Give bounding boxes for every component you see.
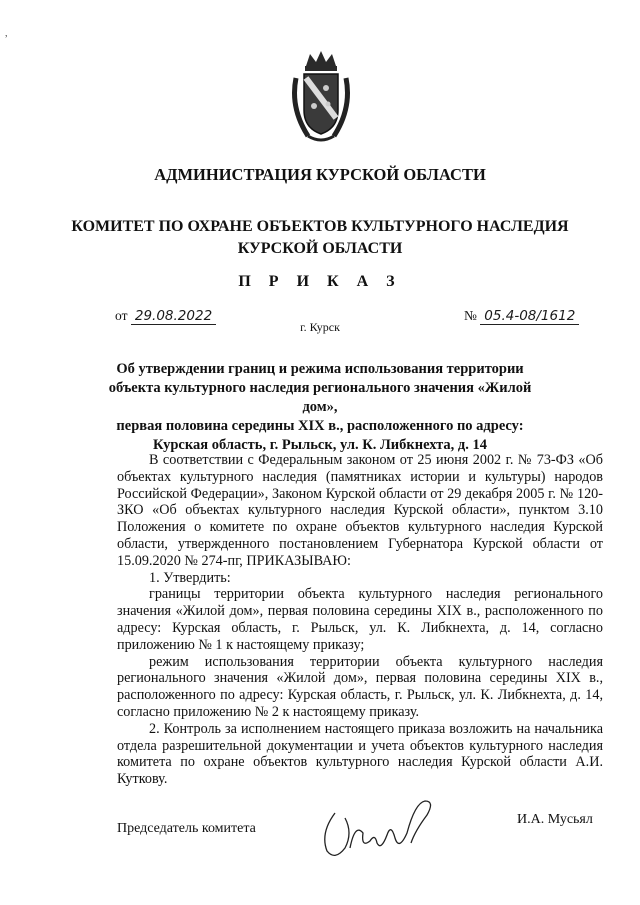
body-paragraph-preamble: В соответствии с Федеральным законом от 25 июня 2002 г. № 73-ФЗ «Об объектах культурного наследия (памятниках истории и культуры) народов Российской Федерации», Законом Курской области от 29 декабря 2005 г. № 120-ЗКО «Об объектах культурного наследия Курской области», пунктом 3.10 Положения о комитете по охране объектов культурного наследия Курской области, утвержденного постановлением Губернатора Курской области от 15.09.2020 № 274-пг, ПРИКАЗЫВАЮ: [117, 452, 603, 569]
signatory-name: И.А. Мусьял [517, 812, 593, 827]
order-body [117, 452, 603, 788]
subject-line: первая половина середины XIX в., расположенного по адресу: [116, 418, 524, 434]
date-prefix: от [115, 308, 128, 323]
kursk-coat-of-arms-icon [288, 48, 354, 148]
order-subject [95, 360, 545, 455]
committee-title-line2: КУРСКОЙ ОБЛАСТИ [237, 240, 403, 257]
administration-title: АДМИНИСТРАЦИЯ КУРСКОЙ ОБЛАСТИ [154, 165, 486, 184]
body-paragraph-item-2: 2. Контроль за исполнением настоящего приказа возложить на начальника отдела разрешительной документации и учета объектов культурного наследия комитета по охране объектов культурного наследия Курской области А.И. Куткову. [117, 720, 603, 788]
number-value: 05.4-08/1612 [480, 308, 579, 325]
scan-mark: , [5, 28, 8, 39]
subject-line: объекта культурного наследия регионального значения «Жилой дом», [108, 380, 532, 415]
handwritten-signature [315, 793, 445, 863]
committee-title-line1: КОМИТЕТ ПО ОХРАНЕ ОБЪЕКТОВ КУЛЬТУРНОГО НАСЛЕДИЯ [71, 218, 569, 235]
number-prefix: № [464, 308, 477, 323]
body-paragraph-regime: режим использования территории объекта культурного наследия регионального значения «Жилой дом», первая половина середины XIX в., расположенного по адресу: Курская область, г. Рыльск, ул. К. Либкнехта, д. 14, согласно приложению № 2 к настоящему приказу. [117, 653, 603, 720]
subject-line: Курская область, г. Рыльск, ул. К. Либкнехта, д. 14 [152, 437, 488, 453]
signatory-position: Председатель комитета [117, 821, 256, 836]
document-type: П Р И К А З [238, 273, 402, 290]
body-paragraph-item-1: 1. Утвердить: [149, 569, 231, 586]
subject-line: Об утверждении границ и режима использования территории [116, 361, 524, 377]
date-value: 29.08.2022 [131, 308, 216, 325]
body-paragraph-boundaries: границы территории объекта культурного наследия регионального значения «Жилой дом», первая половина середины XIX в., расположенного по адресу: Курская область, г. Рыльск, ул. К. Либкнехта, д. 14, согласно приложению № 1 к настоящему приказу; [117, 586, 603, 653]
committee-title [60, 216, 580, 260]
city-label: г. Курск [300, 320, 340, 334]
